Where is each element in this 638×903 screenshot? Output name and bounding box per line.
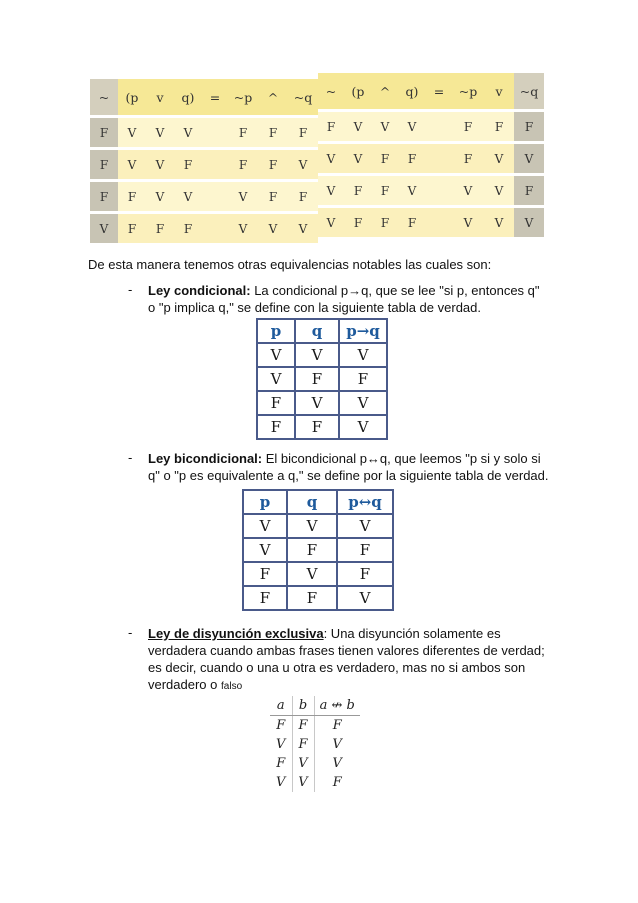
header-cell: v xyxy=(484,73,514,111)
table-cell: V xyxy=(372,111,398,143)
table-cell: V xyxy=(228,181,258,213)
table-cell: F xyxy=(292,735,314,754)
table-cell: V xyxy=(228,213,258,244)
header-cell: v xyxy=(146,79,174,117)
table-cell: F xyxy=(292,716,314,736)
table-cell: V xyxy=(243,514,287,538)
table-cell: V xyxy=(90,213,118,244)
table-header-row xyxy=(270,696,360,716)
table-cell: F xyxy=(118,181,146,213)
table-cell: V xyxy=(146,149,174,181)
header-cell: = xyxy=(202,79,228,117)
table-cell: F xyxy=(258,181,288,213)
table-cell: F xyxy=(372,143,398,175)
table-cell: V xyxy=(287,562,337,586)
table-row xyxy=(318,207,544,238)
header-cell: (p xyxy=(344,73,372,111)
table-cell: F xyxy=(514,175,544,207)
table-cell: F xyxy=(90,181,118,213)
table-cell: F xyxy=(243,562,287,586)
header-cell: ~p xyxy=(228,79,258,117)
ley-disyuncion-line4: verdadero o xyxy=(148,677,218,692)
table-cell: F xyxy=(90,149,118,181)
table-header-row xyxy=(243,490,393,514)
table-cell: V xyxy=(514,207,544,238)
header-cell: p→q xyxy=(339,319,387,343)
ley-disyuncion-line3: es decir, cuando o una u otra es verdadero, mas no si ambos son xyxy=(148,660,526,675)
table-cell: V xyxy=(287,514,337,538)
header-cell: q xyxy=(287,490,337,514)
header-cell: ^ xyxy=(372,73,398,111)
table-cell: V xyxy=(398,175,426,207)
table-cell: V xyxy=(339,391,387,415)
header-cell: ~ xyxy=(318,73,344,111)
truth-table-xor xyxy=(270,696,360,792)
table-cell: V xyxy=(484,175,514,207)
table-cell: V xyxy=(270,735,292,754)
table-header-row xyxy=(318,73,544,111)
table-row xyxy=(90,213,318,244)
table-cell: V xyxy=(146,181,174,213)
table-cell: V xyxy=(452,175,484,207)
table-cell: F xyxy=(228,149,258,181)
bullet-mark: - xyxy=(128,625,133,640)
table-cell: F xyxy=(257,391,295,415)
table-row xyxy=(90,181,318,213)
table-cell xyxy=(202,213,228,244)
table-cell: V xyxy=(398,111,426,143)
table-cell: F xyxy=(270,716,292,736)
table-cell xyxy=(426,143,452,175)
table-cell xyxy=(202,149,228,181)
truth-table-bicondicional xyxy=(242,489,394,611)
table-cell: F xyxy=(118,213,146,244)
truth-table-right xyxy=(318,73,544,237)
table-row xyxy=(243,586,393,610)
table-cell: V xyxy=(295,391,339,415)
table-row xyxy=(318,175,544,207)
header-cell: q xyxy=(295,319,339,343)
ley-condicional-line2: o "p implica q," se define con la siguiente tabla de verdad. xyxy=(148,300,481,315)
header-cell: p xyxy=(243,490,287,514)
table-cell: F xyxy=(295,415,339,439)
table-cell: V xyxy=(295,343,339,367)
table-cell: F xyxy=(288,117,318,149)
table-cell: V xyxy=(318,175,344,207)
header-cell: q) xyxy=(398,73,426,111)
table-cell: V xyxy=(292,754,314,773)
intro-text: De esta manera tenemos otras equivalencias notables las cuales son: xyxy=(88,257,492,272)
table-cell: V xyxy=(344,143,372,175)
table-row xyxy=(257,367,387,391)
table-cell: F xyxy=(484,111,514,143)
table-cell: F xyxy=(332,718,342,733)
table-cell xyxy=(426,207,452,238)
table-cell: F xyxy=(287,538,337,562)
table-cell: F xyxy=(344,175,372,207)
header-cell: (p xyxy=(118,79,146,117)
table-cell: F xyxy=(287,586,337,610)
table-cell: V xyxy=(318,143,344,175)
table-cell: V xyxy=(292,773,314,792)
truth-table-condicional xyxy=(256,318,388,440)
table-cell: F xyxy=(258,117,288,149)
table-cell: V xyxy=(270,773,292,792)
table-cell: V xyxy=(514,143,544,175)
ley-bicondicional-line1: El bicondicional p↔q, que leemos "p si y solo si xyxy=(265,451,541,466)
table-cell: V xyxy=(339,343,387,367)
table-cell: F xyxy=(295,367,339,391)
table-cell xyxy=(202,117,228,149)
table-header-row xyxy=(257,319,387,343)
bullet-mark: - xyxy=(128,282,133,297)
table-cell: F xyxy=(270,754,292,773)
ley-disyuncion-title: Ley de disyunción exclusiva xyxy=(148,626,324,641)
table-cell: V xyxy=(344,111,372,143)
table-cell: V xyxy=(257,343,295,367)
table-cell: F xyxy=(452,111,484,143)
ley-bicondicional-paragraph xyxy=(148,450,568,484)
table-cell: V xyxy=(174,181,202,213)
table-cell: F xyxy=(398,143,426,175)
table-cell: F xyxy=(174,213,202,244)
table-cell: V xyxy=(337,514,393,538)
header-cell: p xyxy=(257,319,295,343)
table-row xyxy=(270,716,360,736)
table-cell: F xyxy=(146,213,174,244)
table-row xyxy=(257,391,387,415)
header-cell: ~p xyxy=(452,73,484,111)
table-cell: V xyxy=(339,415,387,439)
header-cell: p↔q xyxy=(337,490,393,514)
table-cell: V xyxy=(452,207,484,238)
table-row xyxy=(257,343,387,367)
table-row xyxy=(270,735,360,754)
table-cell: V xyxy=(288,149,318,181)
table-cell: F xyxy=(228,117,258,149)
truth-table-left xyxy=(90,79,318,243)
table-cell: F xyxy=(337,538,393,562)
header-cell: b xyxy=(292,696,314,716)
table-cell: V xyxy=(257,367,295,391)
ley-bicondicional-title: Ley bicondicional: xyxy=(148,451,263,466)
table-cell: F xyxy=(452,143,484,175)
table-cell: F xyxy=(372,175,398,207)
table-cell: V xyxy=(174,117,202,149)
table-cell: V xyxy=(118,117,146,149)
table-cell: V xyxy=(146,117,174,149)
table-row xyxy=(318,143,544,175)
table-cell xyxy=(426,175,452,207)
table-cell: F xyxy=(344,207,372,238)
table-row xyxy=(243,538,393,562)
table-cell: F xyxy=(174,149,202,181)
table-cell: V xyxy=(288,213,318,244)
table-cell: V xyxy=(332,737,342,752)
ley-disyuncion-paragraph xyxy=(148,625,548,695)
table-cell: V xyxy=(243,538,287,562)
table-cell: F xyxy=(339,367,387,391)
header-cell: ~q xyxy=(288,79,318,117)
header-cell: q) xyxy=(174,79,202,117)
table-cell: F xyxy=(514,111,544,143)
table-cell xyxy=(202,181,228,213)
table-row xyxy=(90,149,318,181)
ley-condicional-line1: La condicional p→q, que se lee "si p, entonces q" xyxy=(254,283,540,298)
header-cell: a ↮ b xyxy=(314,696,360,716)
table-row xyxy=(90,117,318,149)
header-cell: a xyxy=(270,696,292,716)
table-cell: V xyxy=(118,149,146,181)
table-row xyxy=(270,773,360,792)
table-header-row xyxy=(90,79,318,117)
table-row xyxy=(270,754,360,773)
ley-disyuncion-line1: : Una disyunción solamente es xyxy=(323,626,501,641)
table-cell: V xyxy=(484,143,514,175)
table-cell: V xyxy=(332,756,342,771)
table-cell: F xyxy=(332,775,342,790)
ley-condicional-paragraph xyxy=(148,282,548,316)
ley-disyuncion-line2: verdadera cuando ambas frases tienen valores diferentes de verdad; xyxy=(148,643,545,658)
ley-disyuncion-falso: falso xyxy=(221,681,243,692)
table-cell: F xyxy=(258,149,288,181)
bullet-mark: - xyxy=(128,450,133,465)
table-cell: F xyxy=(398,207,426,238)
header-cell: ~q xyxy=(514,73,544,111)
table-cell: F xyxy=(243,586,287,610)
table-row xyxy=(257,415,387,439)
table-cell: V xyxy=(484,207,514,238)
header-cell: = xyxy=(426,73,452,111)
table-cell: V xyxy=(318,207,344,238)
table-row xyxy=(318,111,544,143)
table-cell: F xyxy=(90,117,118,149)
table-cell: V xyxy=(337,586,393,610)
table-row xyxy=(243,514,393,538)
table-cell: V xyxy=(258,213,288,244)
table-cell xyxy=(426,111,452,143)
table-cell: F xyxy=(372,207,398,238)
header-cell: ~ xyxy=(90,79,118,117)
table-cell: F xyxy=(337,562,393,586)
table-cell: F xyxy=(318,111,344,143)
header-cell: ^ xyxy=(258,79,288,117)
ley-bicondicional-line2: q" o "p es equivalente a q," se define por la siguiente tabla de verdad. xyxy=(148,468,549,483)
ley-condicional-title: Ley condicional: xyxy=(148,283,251,298)
table-row xyxy=(243,562,393,586)
table-cell: F xyxy=(257,415,295,439)
table-cell: F xyxy=(288,181,318,213)
